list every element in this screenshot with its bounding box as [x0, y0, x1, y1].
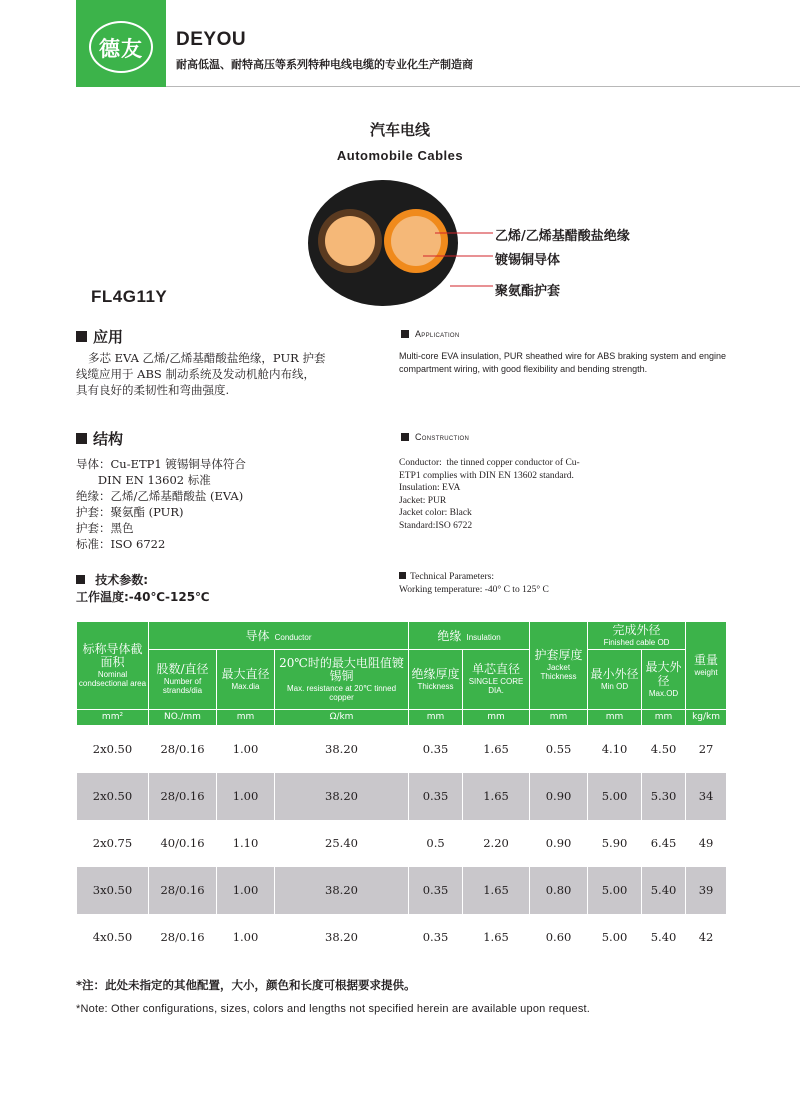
core-right-conductor: [391, 216, 441, 266]
construction-heading-en: Construction: [401, 432, 469, 442]
col-insul-thickness: 绝缘厚度 Thickness: [409, 650, 463, 710]
table-row: [77, 773, 727, 820]
application-heading-en: Application: [401, 329, 460, 339]
table-cell: 42: [686, 914, 727, 961]
table-cell: 4.10: [588, 726, 642, 773]
table-cell: 28/0.16: [149, 773, 217, 820]
table-row: [77, 867, 727, 914]
table-cell: 5.30: [642, 773, 686, 820]
table-cell: 4x0.50: [77, 914, 149, 961]
working-temp-cn: 工作温度:-40℃-125℃: [76, 590, 210, 604]
unit-cell: Ω/km: [275, 710, 409, 726]
col-strands: 股数/直径 Number of strands/dia: [149, 650, 217, 710]
callout-insulation: 乙烯/乙烯基醋酸盐绝缘: [495, 229, 630, 244]
col-group-insulation: 绝缘 Insulation: [409, 622, 530, 650]
table-cell: 0.35: [409, 867, 463, 914]
brand-logo: [76, 0, 166, 87]
brand-name: DEYOU: [176, 29, 247, 50]
table-cell: 1.65: [463, 726, 530, 773]
table-cell: 5.90: [588, 820, 642, 867]
col-single-core-dia: 单芯直径 SINGLE CORE DIA.: [463, 650, 530, 710]
table-cell: 2x0.50: [77, 726, 149, 773]
table-cell: 0.5: [409, 820, 463, 867]
table-cell: 0.90: [530, 773, 588, 820]
spec-table: [76, 621, 727, 961]
col-max-od: 最大外径 Max.OD: [642, 650, 686, 710]
application-body-en: Multi-core EVA insulation, PUR sheathed wire for ABS braking system and engine compartment wiring, with good flexibility and bending strength.: [399, 351, 726, 374]
col-max-dia: 最大直径 Max.dia: [217, 650, 275, 710]
unit-cell: mm: [530, 710, 588, 726]
bullet-square: [76, 575, 85, 584]
tech-heading-cn: 技术参数:: [76, 571, 148, 588]
table-row: [77, 914, 727, 961]
construction-body-cn: 导体：Cu-ETP1 镀锡铜导体符合 DIN EN 13602 标准 绝缘：乙烯/乙烯基醋酸盐 (EVA) 护套：聚氨酯 (PUR) 护套：黑色 标准：ISO 6722: [76, 457, 246, 551]
col-resistance: 20℃时的最大电阻值镀锡铜 Max. resistance at 20℃ tinned copper: [275, 650, 409, 710]
table-cell: 0.35: [409, 914, 463, 961]
callout-jacket: 聚氨酯护套: [495, 284, 561, 299]
construction-body-en: Conductor: the tinned copper conductor of Cu- ETP1 complies with DIN EN 13602 standard. Insulation: EVA Jacket: PUR Jacket color: Black Standard:ISO 6722: [399, 458, 580, 531]
table-cell: 1.00: [217, 773, 275, 820]
page-title-en: Automobile Cables: [336, 148, 464, 163]
table-cell: 4.50: [642, 726, 686, 773]
unit-cell: mm²: [77, 710, 149, 726]
spec-table-body: [77, 726, 727, 961]
table-cell: 1.00: [217, 914, 275, 961]
callout-conductor: 镀锡铜导体: [495, 253, 561, 268]
bullet-square: [76, 331, 87, 342]
model-number: FL4G11Y: [91, 287, 168, 306]
logo-text: 德友: [99, 37, 143, 61]
table-cell: 0.80: [530, 867, 588, 914]
unit-cell: mm: [463, 710, 530, 726]
table-cell: 0.55: [530, 726, 588, 773]
table-cell: 38.20: [275, 867, 409, 914]
table-cell: 34: [686, 773, 727, 820]
table-cell: 1.65: [463, 773, 530, 820]
brand-tagline: 耐高低温、耐特高压等系列特种电线电缆的专业化生产制造商: [176, 58, 473, 71]
unit-cell: mm: [642, 710, 686, 726]
note-en: *Note: Other configurations, sizes, colors and lengths not specified herein are available upon request.: [76, 1003, 591, 1015]
table-cell: 49: [686, 820, 727, 867]
page-title-cn: 汽车电线: [369, 121, 430, 139]
table-cell: 1.00: [217, 867, 275, 914]
bullet-square: [399, 572, 406, 579]
table-cell: 5.40: [642, 914, 686, 961]
table-row: [77, 726, 727, 773]
col-jacket-thickness: 护套厚度 Jacket Thickness: [530, 622, 588, 710]
unit-cell: mm: [409, 710, 463, 726]
table-row: [77, 820, 727, 867]
table-cell: 0.60: [530, 914, 588, 961]
table-cell: 1.65: [463, 867, 530, 914]
table-cell: 40/0.16: [149, 820, 217, 867]
table-cell: 0.90: [530, 820, 588, 867]
header-divider: [166, 86, 800, 87]
table-cell: 3x0.50: [77, 867, 149, 914]
table-cell: 28/0.16: [149, 726, 217, 773]
table-cell: 27: [686, 726, 727, 773]
table-cell: 39: [686, 867, 727, 914]
unit-cell: mm: [588, 710, 642, 726]
table-cell: 2.20: [463, 820, 530, 867]
table-cell: 5.00: [588, 773, 642, 820]
bullet-square: [401, 433, 409, 441]
table-cell: 5.40: [642, 867, 686, 914]
table-cell: 1.00: [217, 726, 275, 773]
construction-heading-cn: 结构: [76, 428, 123, 449]
table-cell: 1.65: [463, 914, 530, 961]
table-cell: 38.20: [275, 773, 409, 820]
table-cell: 38.20: [275, 914, 409, 961]
application-body-cn: 多芯 EVA 乙烯/乙烯基醋酸盐绝缘，PUR 护套 线缆应用于 ABS 制动系统及发动机舱内布线， 具有良好的柔韧性和弯曲强度.: [76, 351, 326, 397]
table-cell: 5.00: [588, 867, 642, 914]
units-row: [77, 710, 727, 726]
bullet-square: [76, 433, 87, 444]
table-cell: 5.00: [588, 914, 642, 961]
unit-cell: NO./mm: [149, 710, 217, 726]
col-nominal-area: 标称导体截面积 Nominal condsectional area: [77, 622, 149, 710]
table-cell: 2x0.50: [77, 773, 149, 820]
table-cell: 2x0.75: [77, 820, 149, 867]
note-cn: *注：此处未指定的其他配置，大小，颜色和长度可根据要求提供。: [76, 978, 416, 992]
table-cell: 0.35: [409, 726, 463, 773]
application-heading-cn: 应用: [76, 326, 123, 347]
col-group-finished-od: 完成外径 Finished cable OD: [588, 622, 686, 650]
core-left-conductor: [325, 216, 375, 266]
unit-cell: kg/km: [686, 710, 727, 726]
table-cell: 1.10: [217, 820, 275, 867]
table-cell: 28/0.16: [149, 867, 217, 914]
unit-cell: mm: [217, 710, 275, 726]
table-cell: 25.40: [275, 820, 409, 867]
table-cell: 38.20: [275, 726, 409, 773]
col-weight: 重量 weight: [686, 622, 727, 710]
tech-body-en: Technical Parameters: Working temperature: -40° C to 125° C: [399, 572, 549, 595]
bullet-square: [401, 330, 409, 338]
table-cell: 6.45: [642, 820, 686, 867]
table-cell: 28/0.16: [149, 914, 217, 961]
table-cell: 0.35: [409, 773, 463, 820]
col-group-conductor: 导体 Conductor: [149, 622, 409, 650]
col-min-od: 最小外径 Min OD: [588, 650, 642, 710]
